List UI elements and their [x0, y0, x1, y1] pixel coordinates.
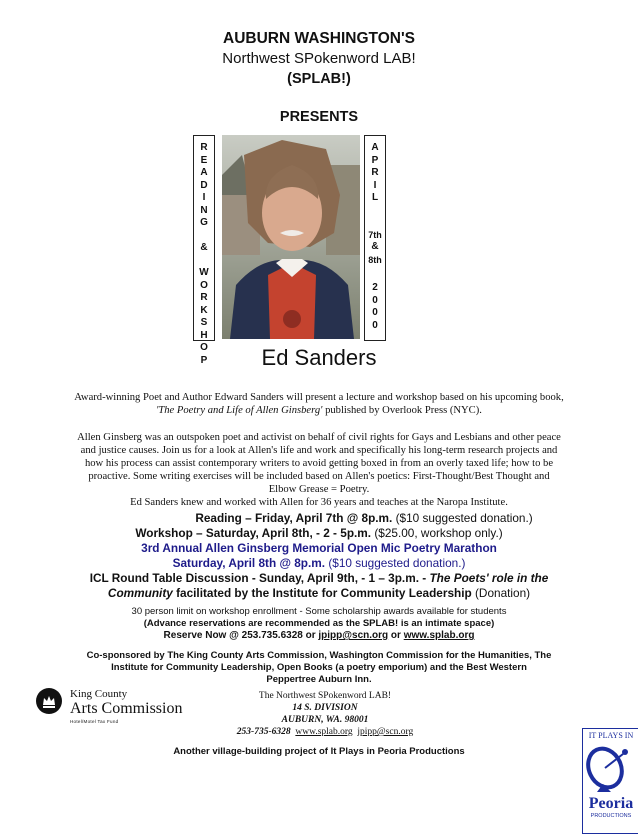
left-banner-letter — [194, 230, 214, 243]
header-line-2: Northwest SPokenword LAB! — [222, 50, 416, 67]
footer-text: Another village-building project of It Plays in Peoria Productions — [173, 746, 465, 757]
bio-line-5: Elbow Grease = Poetry. — [268, 484, 370, 495]
king-county-logo-line-3: Hotel/Motel Tax Fund — [70, 719, 119, 724]
peoria-logo-sub: PRODUCTIONS — [590, 813, 632, 819]
address-contact — [200, 727, 450, 737]
bio-line-4: proactive. Some writing exercises will be included based on Allen's poetics: First-Thought/Best Thought and — [88, 471, 550, 482]
reserve-line — [0, 630, 638, 642]
right-banner-year-letter: 2 — [372, 282, 378, 293]
header-line-3: (SPLAB!) — [287, 71, 351, 87]
address-web-link[interactable]: www.splab.org — [295, 727, 353, 737]
sponsors-line-1: Co-sponsored by The King County Arts Commission, Washington Commission for the Humanities, The — [86, 650, 552, 661]
event-roundtable-donation: (Donation) — [471, 586, 531, 600]
speaker-name: Ed Sanders — [261, 345, 377, 370]
event-roundtable — [0, 571, 638, 586]
bio-line-6: Ed Sanders knew and worked with Allen for 36 years and teaches at the Naropa Institute. — [130, 497, 508, 508]
right-banner-amp: & — [371, 241, 379, 252]
right-banner-year — [365, 282, 385, 332]
left-banner-letter: K — [200, 304, 208, 316]
right-banner-month-letter: I — [373, 179, 377, 191]
left-banner-letter: O — [200, 279, 208, 291]
event-reading — [90, 511, 638, 526]
intro-line-2 — [0, 404, 638, 417]
right-banner-month-letter: L — [371, 192, 379, 203]
event-workshop — [0, 526, 638, 541]
intro-line-1: Award-winning Poet and Author Edward Sanders will present a lecture and workshop based on his upcoming book, — [74, 392, 564, 403]
left-banner-letter: E — [200, 154, 208, 166]
king-county-logo-line-2: Arts Commission — [70, 700, 183, 717]
event-workshop-note: ($25.00, workshop only.) — [371, 526, 503, 540]
right-banner-year-letter: 0 — [372, 319, 378, 331]
book-title: 'The Poetry and Life of Allen Ginsberg' — [156, 405, 323, 416]
event-reading-time: Reading – Friday, April 7th @ 8p.m. — [195, 511, 393, 525]
enrollment-note: 30 person limit on workshop enrollment - Some scholarship awards available for students — [131, 606, 507, 617]
event-roundtable-2 — [0, 586, 638, 601]
left-banner — [193, 135, 215, 366]
address-street: 14 S. DIVISION — [292, 703, 358, 713]
left-banner-letter: N — [200, 204, 208, 216]
right-banner-month-letter: A — [371, 142, 379, 153]
reserve-text: Reserve Now @ 253.735.6328 or — [163, 630, 319, 641]
address-org: The Northwest SPokenword LAB! — [258, 691, 392, 701]
king-county-crown-icon — [36, 688, 62, 714]
left-banner-letter: S — [200, 317, 208, 328]
event-reading-note: ($10 suggested donation.) — [392, 511, 533, 525]
peoria-logo — [582, 728, 638, 834]
left-banner-letter — [194, 255, 214, 268]
right-banner-year-letter: 0 — [372, 294, 378, 306]
right-banner — [364, 135, 386, 341]
right-banner-content — [365, 136, 385, 332]
event-workshop-time: Workshop – Saturday, April 8th, - 2 - 5p.m. — [135, 526, 372, 540]
peoria-logo-name: Peoria — [588, 795, 634, 812]
left-banner-letter: A — [200, 167, 208, 178]
satellite-dish-icon — [583, 740, 638, 792]
left-banner-letter: & — [200, 242, 208, 253]
address-phone: 253-735-6328 — [236, 727, 291, 737]
right-banner-month-letter: R — [371, 167, 379, 178]
event-marathon — [0, 556, 638, 571]
left-banner-letter: H — [200, 329, 208, 341]
left-banner-letter: O — [200, 342, 208, 353]
left-banner-letter: I — [202, 192, 206, 203]
event-roundtable-topic-2: Community — [107, 586, 173, 600]
reserve-web-link[interactable]: www.splab.org — [403, 630, 475, 641]
event-roundtable-topic: The Poets' role in the — [429, 571, 549, 585]
right-banner-year-letter: 0 — [372, 307, 378, 318]
right-banner-month-letter: P — [371, 154, 379, 166]
event-roundtable-facilitator: facilitated by the Institute for Community Leadership — [172, 586, 472, 600]
event-marathon-time: Saturday, April 8th @ 8p.m. — [172, 556, 326, 570]
bio-line-2: and justice causes. Join us for a look at Allen's life and work and specifically his long-term research projects and — [80, 445, 558, 456]
advance-note: (Advance reservations are recommended as the SPLAB! is an intimate space) — [143, 618, 495, 629]
left-banner-letter: D — [200, 179, 208, 191]
event-marathon-title: 3rd Annual Allen Ginsberg Memorial Open Mic Poetry Marathon — [141, 541, 497, 555]
bio-line-3: how his process can assist contemporary writers to avoid getting boxed in from an overly taxed life; how to be — [84, 458, 554, 469]
speaker-photo — [222, 135, 360, 339]
right-banner-month — [365, 142, 385, 205]
left-banner-letter: R — [200, 142, 208, 153]
intro-publisher: published by Overlook Press (NYC). — [322, 405, 482, 416]
event-roundtable-time: ICL Round Table Discussion - Sunday, April 9th, - 1 – 3p.m. - — [89, 571, 430, 585]
header-line-1: AUBURN WASHINGTON'S — [223, 30, 415, 47]
left-banner-letter: W — [199, 267, 209, 278]
king-county-logo-line-1: King County — [70, 688, 128, 700]
address-city: AUBURN, WA. 98001 — [281, 715, 369, 725]
sponsors-line-3: Peppertree Auburn Inn. — [266, 674, 372, 685]
left-banner-letter: R — [200, 292, 208, 303]
right-banner-day-2: 8th — [368, 254, 382, 265]
left-banner-letter: G — [200, 217, 208, 228]
left-banner-letter: P — [200, 354, 208, 366]
address-email-link[interactable]: jpipp@scn.org — [357, 727, 414, 737]
bio-line-1: Allen Ginsberg was an outspoken poet and activist on behalf of civil rights for Gays and Lesbians and other peace — [77, 432, 561, 443]
event-marathon-note: ($10 suggested donation.) — [325, 556, 466, 570]
reserve-or: or — [388, 630, 404, 641]
left-banner-letters — [194, 136, 214, 367]
reserve-email-link[interactable]: jpipp@scn.org — [318, 630, 389, 641]
sponsors-line-2: Institute for Community Leadership, Open Books (a poetry emporium) and the Best Western — [111, 662, 527, 673]
right-banner-day-1: 7th — [368, 229, 382, 240]
peoria-logo-top: IT PLAYS IN — [588, 731, 634, 740]
speaker-portrait-image — [222, 135, 360, 339]
presents-heading: PRESENTS — [279, 109, 359, 125]
